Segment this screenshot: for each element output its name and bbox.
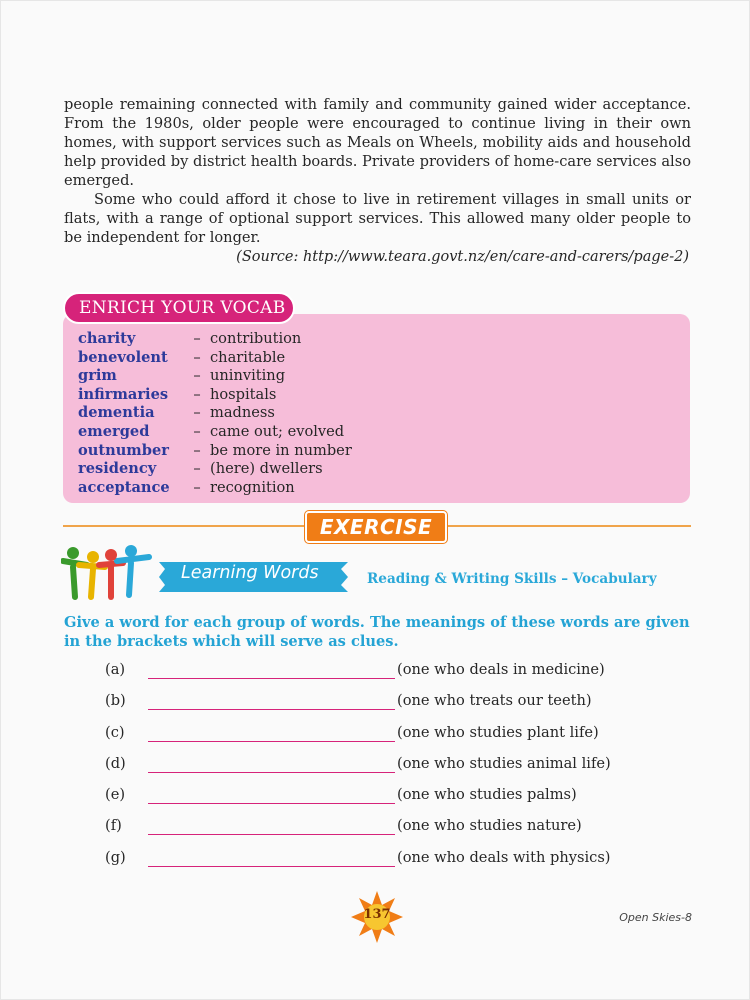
vocab-word: emerged xyxy=(78,422,150,440)
question-clue: (one who studies palms) xyxy=(397,786,577,804)
question-clue: (one who studies nature) xyxy=(397,817,582,835)
vocab-word: infirmaries xyxy=(78,385,169,403)
question-clue: (one who treats our teeth) xyxy=(397,692,592,710)
question-clue: (one who studies plant life) xyxy=(397,723,599,741)
answer-blank[interactable] xyxy=(148,678,395,679)
question-clue: (one who deals in medicine) xyxy=(397,661,605,678)
vocab-dash: – xyxy=(193,460,201,478)
question-row xyxy=(64,724,684,755)
question-row xyxy=(64,692,684,723)
skills-label: Reading & Writing Skills – Vocabulary xyxy=(367,571,657,587)
question-row xyxy=(64,755,684,786)
page-number: 137 xyxy=(363,907,391,922)
vocab-row xyxy=(78,479,478,498)
answer-blank[interactable] xyxy=(148,709,395,710)
answer-blank[interactable] xyxy=(148,866,395,867)
answer-blank[interactable] xyxy=(148,834,395,835)
answer-blank[interactable] xyxy=(148,741,395,742)
learning-words-banner xyxy=(151,560,356,594)
exercise-badge: EXERCISE xyxy=(305,511,447,543)
vocab-meaning: came out; evolved xyxy=(210,422,345,440)
exercise-instruction: Give a word for each group of words. The meanings of these words are given in the brackets which will serve as clues. xyxy=(64,614,690,650)
vocab-word: acceptance xyxy=(78,478,170,496)
vocab-dash: – xyxy=(193,404,201,422)
vocab-dash: – xyxy=(193,348,201,366)
passage xyxy=(64,95,691,247)
vocab-meaning: be more in number xyxy=(210,441,352,459)
vocab-meaning: recognition xyxy=(210,478,295,496)
question-letter: (f) xyxy=(105,817,122,835)
answer-blank[interactable] xyxy=(148,772,395,773)
answer-blank[interactable] xyxy=(148,803,395,804)
source-citation: (Source: http://www.teara.govt.nz/en/care-and-carers/page-2) xyxy=(236,249,689,265)
vocab-row xyxy=(78,423,478,442)
vocab-dash: – xyxy=(193,478,201,496)
vocab-row xyxy=(78,442,478,461)
question-list xyxy=(64,661,684,880)
question-letter: (d) xyxy=(105,754,126,772)
question-letter: (a) xyxy=(105,661,126,678)
question-row xyxy=(64,849,684,880)
vocab-row xyxy=(78,460,478,479)
vocab-row xyxy=(78,404,478,423)
vocab-row xyxy=(78,349,478,368)
children-holding-hands-icon xyxy=(61,545,153,601)
question-row xyxy=(64,786,684,817)
vocab-meaning: contribution xyxy=(210,330,302,347)
vocab-meaning: madness xyxy=(210,404,275,422)
question-letter: (g) xyxy=(105,848,126,866)
vocab-meaning: hospitals xyxy=(210,385,277,403)
vocab-meaning: (here) dwellers xyxy=(210,460,323,478)
vocab-word: residency xyxy=(78,460,157,478)
question-letter: (e) xyxy=(105,786,126,804)
question-row xyxy=(64,661,684,692)
learning-words-label: Learning Words xyxy=(181,563,319,583)
question-letter: (c) xyxy=(105,723,125,741)
passage-paragraph-1: people remaining connected with family and community gained wider acceptance. From the 1980s, older people were encouraged to continue living in their own homes, with support services such as Meals on Wheels, mobility aids and household help provided by district health boards. Private providers of home-care services also emerged. xyxy=(64,96,691,189)
vocab-heading: ENRICH YOUR VOCAB xyxy=(63,292,295,324)
vocab-dash: – xyxy=(193,422,201,440)
vocab-dash: – xyxy=(193,330,201,347)
book-title: Open Skies-8 xyxy=(619,911,692,924)
vocab-row xyxy=(78,386,478,405)
question-letter: (b) xyxy=(105,692,126,710)
vocab-dash: – xyxy=(193,441,201,459)
passage-paragraph-2: Some who could afford it chose to live in retirement villages in small units or flats, with a range of optional support services. This allowed many older people to be independent for longer. xyxy=(64,191,691,246)
vocab-meaning: uninviting xyxy=(210,367,286,385)
vocab-word: grim xyxy=(78,367,117,385)
vocab-word: dementia xyxy=(78,404,155,422)
vocab-word: outnumber xyxy=(78,441,169,459)
vocab-meaning: charitable xyxy=(210,348,286,366)
question-clue: (one who deals with physics) xyxy=(397,848,611,866)
vocab-dash: – xyxy=(193,385,201,403)
vocab-row xyxy=(78,330,478,349)
vocab-word: charity xyxy=(78,330,136,347)
question-clue: (one who studies animal life) xyxy=(397,754,611,772)
question-row xyxy=(64,817,684,848)
vocab-row xyxy=(78,367,478,386)
vocab-word: benevolent xyxy=(78,348,168,366)
vocab-list xyxy=(78,330,478,497)
vocab-dash: – xyxy=(193,367,201,385)
